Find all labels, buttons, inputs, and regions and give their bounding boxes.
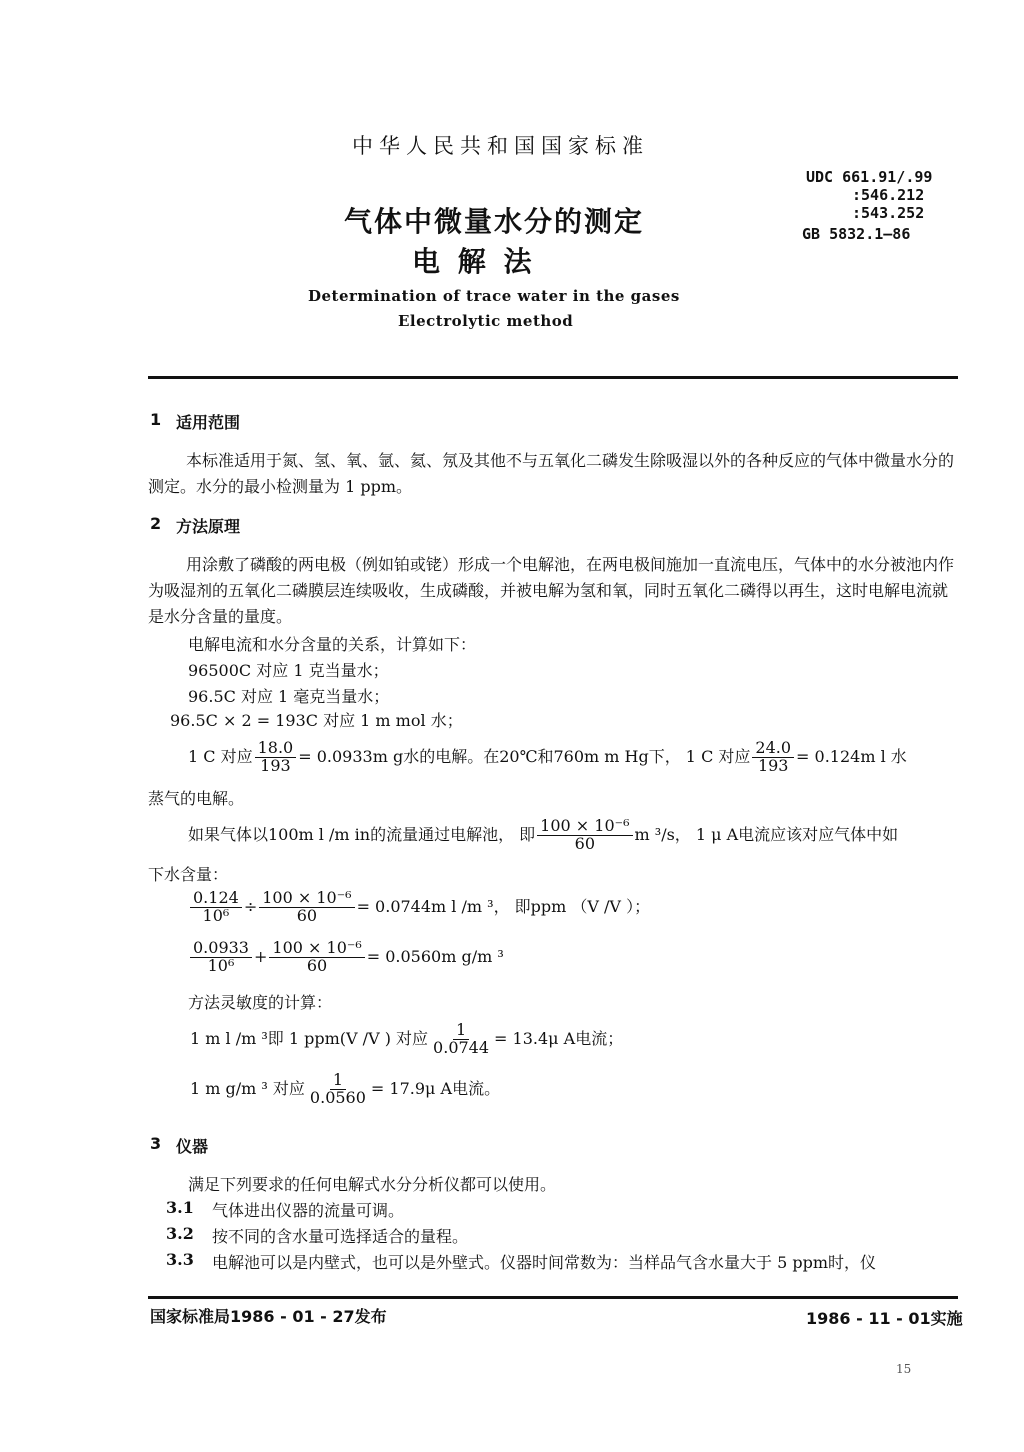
eq7-numerator-2: 100 × 10⁻⁶ (269, 940, 364, 958)
title-cn-line-1: 气体中微量水分的测定 (344, 205, 645, 238)
equation-5 (188, 818, 898, 853)
equation-9 (190, 1072, 500, 1107)
item-3-3-number: 3.3 (166, 1250, 194, 1269)
eq6-denominator-2: 60 (296, 905, 318, 925)
item-3-2-text: 按不同的含水量可选择适合的量程。 (212, 1227, 469, 1246)
eq7-numerator-1: 0.0933 (190, 940, 252, 958)
section-1-title: 适用范围 (176, 413, 241, 432)
eq7-fraction-1 (190, 940, 252, 975)
sensitivity-heading: 方法灵敏度的计算： (188, 993, 333, 1012)
eq4-prefix: 1 C 对应 (188, 746, 253, 766)
eq9-denominator: 0.0560 (309, 1087, 366, 1107)
issue-date: 国家标准局1986 - 01 - 27发布 (150, 1307, 387, 1326)
eq6-operator: ÷ (243, 896, 258, 916)
eq7-fraction-2 (269, 940, 364, 975)
item-3-1-number: 3.1 (166, 1198, 194, 1217)
equation-4-continuation: 蒸气的电解。 (148, 789, 245, 808)
header-divider (148, 376, 958, 379)
eq4-denominator-1: 193 (260, 755, 291, 775)
equation-1: 96500C 对应 1 克当量水； (188, 661, 389, 680)
eq5-fraction (537, 818, 632, 853)
eq4-fraction-1 (255, 740, 297, 775)
eq5-prefix: 如果气体以100m l /m in的流量通过电解池， 即 (188, 824, 536, 844)
equation-4 (188, 740, 907, 775)
title-cn-line-2: 电 解 法 (412, 245, 536, 278)
relation-intro: 电解电流和水分含量的关系，计算如下： (188, 635, 477, 654)
section-2-text: 用涂敷了磷酸的两电极（例如铂或铑）形成一个电解池，在两电极间施加一直流电压，气体中的水分被池内作为吸湿剂的五氧化二磷膜层连续吸收，生成磷酸，并被电解为氢和氧，同时五氧化二磷得以再生，这时电解电流就是水分含量的量度。 (148, 555, 955, 626)
section-2-title: 方法原理 (176, 517, 241, 536)
section-3-number: 3 (150, 1134, 162, 1153)
eq5-suffix: m ³/s， 1 μ A电流应该对应气体中如 (634, 824, 899, 844)
eq6-fraction-1 (190, 890, 242, 925)
section-1-number: 1 (150, 410, 162, 429)
section-3-text: 满足下列要求的任何电解式水分分析仪都可以使用。 (188, 1175, 557, 1194)
eq5-denominator: 60 (574, 833, 596, 853)
eq4-fraction-2 (752, 740, 794, 775)
equation-3: 96.5C × 2 = 193C 对应 1 m mol 水； (170, 711, 463, 730)
title-en-line-2: Electrolytic method (398, 312, 574, 330)
eq8-suffix: = 13.4μ A电流； (494, 1028, 624, 1048)
section-3-title: 仪器 (176, 1137, 209, 1156)
footer-divider (148, 1296, 958, 1299)
national-standard-heading: 中华人民共和国国家标准 (352, 134, 649, 158)
item-3-3-text: 电解池可以是内壁式，也可以是外壁式。仪器时间常数为：当样品气含水量大于 5 ppm时，仪 (212, 1253, 877, 1272)
eq5-numerator: 100 × 10⁻⁶ (537, 818, 632, 836)
eq4-numerator-1: 18.0 (255, 740, 297, 758)
eq6-numerator-2: 100 × 10⁻⁶ (259, 890, 354, 908)
eq4-numerator-2: 24.0 (752, 740, 794, 758)
effective-date: 1986 - 11 - 01实施 (806, 1309, 963, 1328)
eq6-numerator-1: 0.124 (190, 890, 242, 908)
eq9-prefix: 1 m g/m ³ 对应 (190, 1078, 305, 1098)
eq9-suffix: = 17.9μ A电流。 (370, 1078, 501, 1098)
udc-code-1: UDC 661.91/.99 (806, 168, 933, 186)
eq8-fraction (430, 1022, 492, 1057)
eq6-fraction-2 (259, 890, 354, 925)
eq7-denominator-2: 60 (306, 955, 328, 975)
udc-code-2: :546.212 (852, 186, 925, 204)
title-en-line-1: Determination of trace water in the gases (308, 287, 680, 305)
eq8-numerator: 1 (453, 1022, 469, 1040)
eq7-denominator-1: 10⁶ (207, 955, 235, 975)
equation-7 (188, 940, 504, 975)
equation-5-continuation: 下水含量： (148, 865, 229, 884)
equation-8 (190, 1022, 623, 1057)
section-2-number: 2 (150, 514, 162, 533)
eq6-suffix: = 0.0744m l /m ³， 即ppm （V /V ）； (356, 896, 651, 916)
udc-code-3: :543.252 (852, 204, 925, 222)
gb-code: GB 5832.1—86 (802, 225, 911, 243)
section-1-text: 本标准适用于氮、氢、氧、氩、氦、氖及其他不与五氧化二磷发生除吸湿以外的各种反应的气体中微量水分的测定。水分的最小检测量为 1 ppm。 (148, 451, 955, 496)
page-number: 15 (896, 1362, 912, 1376)
eq8-denominator: 0.0744 (433, 1037, 490, 1057)
eq9-fraction (307, 1072, 369, 1107)
item-3-1-text: 气体进出仪器的流量可调。 (212, 1201, 405, 1220)
eq8-prefix: 1 m l /m ³即 1 ppm(V /V ) 对应 (190, 1028, 429, 1048)
eq7-operator: + (253, 946, 268, 966)
eq4-middle: = 0.0933m g水的电解。在20℃和760m m Hg下， 1 C 对应 (298, 746, 751, 766)
eq9-numerator: 1 (330, 1072, 346, 1090)
item-3-2-number: 3.2 (166, 1224, 194, 1243)
eq6-denominator-1: 10⁶ (202, 905, 230, 925)
equation-6 (188, 890, 650, 925)
eq4-denominator-2: 193 (757, 755, 789, 775)
equation-2: 96.5C 对应 1 毫克当量水； (188, 687, 390, 706)
eq4-suffix: = 0.124m l 水 (796, 746, 907, 766)
eq7-suffix: = 0.0560m g/m ³ (366, 946, 504, 966)
